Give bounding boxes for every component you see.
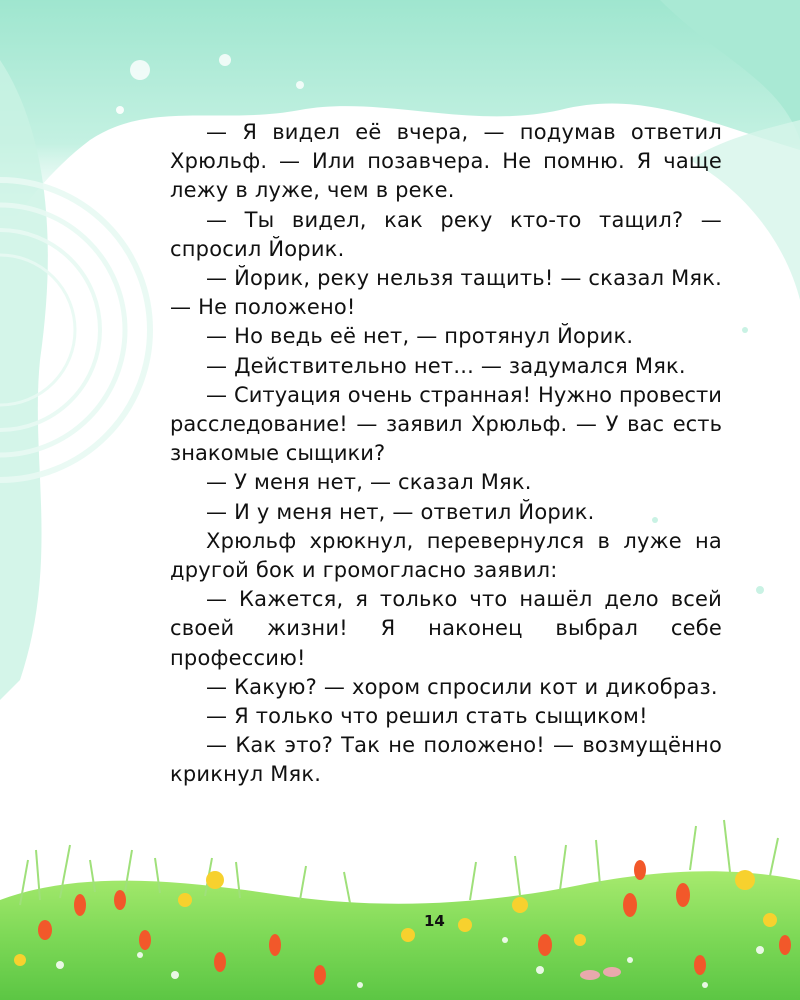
paragraph: — Я видел её вчера, — подумав ответил Хрюльф. — Или позавчера. Не помню. Я чаще лежу в луже, чем в реке. — [170, 120, 722, 203]
story-text — [170, 118, 722, 790]
paragraph: — Я только что решил стать сыщиком! — [206, 704, 648, 729]
paragraph: Хрюльф хрюкнул, перевернулся в луже на другой бок и громогласно заявил: — [170, 528, 722, 583]
paragraph: — Как это? Так не положено! — возмущённо крикнул Мяк. — [170, 733, 722, 787]
page-number: 14 — [424, 912, 445, 930]
paragraph: — Ты видел, как реку кто-то тащил? — спросил Йорик. — [170, 207, 722, 261]
meadow — [0, 820, 800, 1000]
paragraph: — У меня нет, — сказал Мяк. — [206, 470, 532, 495]
paragraph: — Йорик, реку нельзя тащить! — сказал Мяк. — Не положено! — [170, 266, 722, 320]
paragraph: — Но ведь её нет, — протянул Йорик. — [206, 324, 634, 349]
paragraph: — Кажется, я только что нашёл дело всей своей жизни! Я наконец выбрал себе профессию! — [170, 587, 722, 670]
paragraph: — Ситуация очень странная! Нужно провести расследование! — заявил Хрюльф. — У вас есть знакомые сыщики? — [170, 382, 722, 466]
paragraph: — Действительно нет... — задумался Мяк. — [206, 353, 686, 378]
paragraph: — Какую? — хором спросили кот и дикобраз. — [206, 674, 718, 699]
paragraph: — И у меня нет, — ответил Йорик. — [206, 499, 595, 524]
